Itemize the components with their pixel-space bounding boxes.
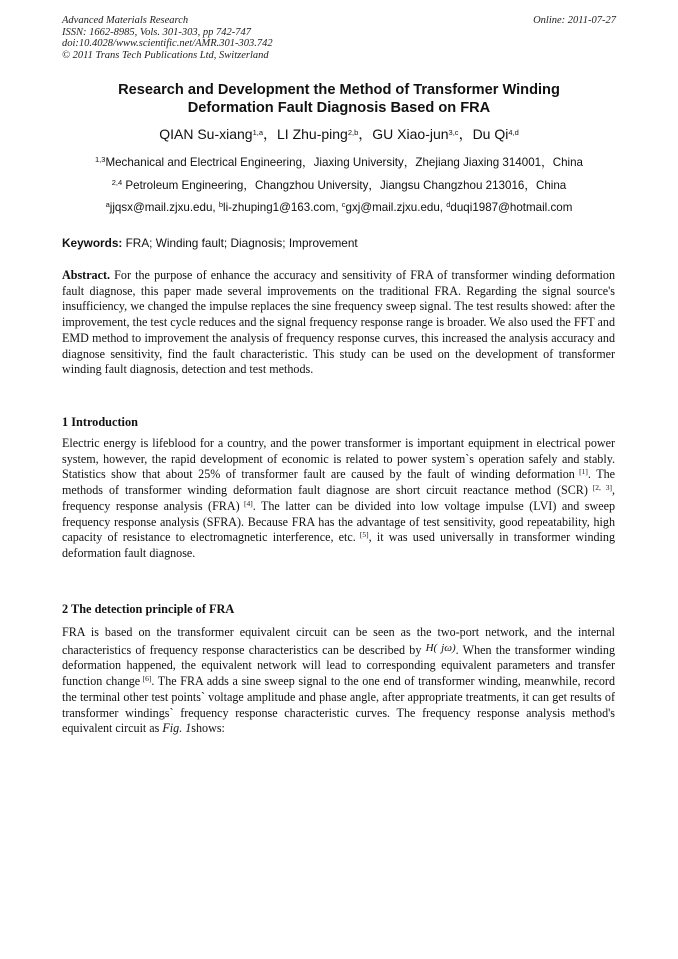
online-date: Online: 2011-07-27	[533, 15, 616, 26]
citation[interactable]: [1]	[574, 467, 588, 477]
affil-marker: 1,3	[95, 155, 106, 164]
citation[interactable]: [2, 3]	[587, 483, 612, 493]
copyright-line: © 2011 Trans Tech Publications Ltd, Switzerland	[62, 49, 269, 61]
transfer-function-math: H( jω)	[425, 641, 456, 654]
keywords-label: Keywords:	[62, 236, 123, 250]
body-text: shows:	[191, 721, 225, 736]
author-name: QIAN Su-xiang	[159, 126, 253, 142]
abstract-text: For the purpose of enhance the accuracy and sensitivity of FRA of transformer winding deformation fault diagnose, this paper made several improvements on the traditional FRA. Regarding the signal source's insufficiency, we changed the impulse replaces the sine frequency sweep signal. The test results showed: after the improvement, the test cycle reduces and the signal frequency response range is broader. We also used the FFT and EMD method to improvement the analysis of frequency response curves, this increased the analysis accuracy and diagnose sensitivity, find the fault characteristic. This study can be used on the development of transformer winding fault diagnosis, detection and test methods.	[62, 268, 615, 377]
author-affil-marker: 3,c	[448, 128, 459, 137]
affiliation-text: Mechanical and Electrical Engineering，Jiaxing University，Zhejiang Jiaxing 314001，China	[105, 156, 583, 169]
author-separator: ，	[263, 126, 278, 142]
body-text: . The latter can be divided into low voltage impulse (LVI) and sweep frequency response analysis (SFRA). Because FRA has the advantage of test sensitivity, good repeatability, high capacity of resistance to electromagnetic interference, etc.	[62, 498, 615, 545]
author-emails	[62, 201, 616, 215]
citation[interactable]: [6]	[140, 674, 152, 684]
email-marker: b	[218, 200, 224, 209]
paper-title	[62, 82, 616, 117]
abstract	[62, 268, 615, 378]
author-affil-marker: 2,b	[347, 128, 359, 137]
body-text: . The FRA adds a sine sweep signal to the one end of transformer winding, meanwhile, record the terminal other test points` voltage amplitude and phase angle, after appropriate treatments, it can get results of transformer windings` frequency response characteristic curves. The frequency response analysis method's equivalent circuit as	[62, 674, 615, 736]
journal-header	[62, 15, 616, 61]
email-link[interactable]: li-zhuping1@163.com,	[223, 201, 342, 214]
title-line-1: Research and Development the Method of Transformer Winding	[118, 82, 560, 98]
fra-paragraph	[62, 625, 615, 737]
citation[interactable]: [4]	[239, 498, 253, 508]
author-name: Du Qi	[472, 126, 509, 142]
author-list	[62, 125, 616, 143]
journal-name: Advanced Materials Research	[62, 15, 189, 26]
introduction-paragraph	[62, 436, 615, 562]
keywords-text: FRA; Winding fault; Diagnosis; Improvement	[122, 236, 358, 250]
author-affil-marker: 1,a	[252, 128, 264, 137]
body-text: Electric energy is lifeblood for a country, and the power transformer is important equipment in electrical power system, however, the rapid development of economic is related to power system`s operation safely and stably. Statistics show that about 25% of transformer fault are caused by the fault of winding deformation	[62, 436, 615, 482]
author-separator: ，	[358, 126, 373, 142]
body-text: . The methods of transformer winding deformation fault diagnose are short circuit reactance method (SCR)	[62, 467, 615, 498]
figure-reference[interactable]: Fig. 1	[162, 721, 192, 736]
email-marker: d	[446, 200, 451, 209]
email-marker: a	[105, 200, 110, 209]
body-text: , it was used universally in transformer winding deformation fault diagnose.	[62, 530, 615, 560]
author-affil-marker: 4,d	[508, 128, 519, 137]
email-link[interactable]: duqi1987@hotmail.com	[450, 201, 573, 214]
affil-marker: 2,4	[111, 178, 123, 187]
doi-line[interactable]: doi:10.4028/www.scientific.net/AMR.301-303.742	[62, 38, 273, 49]
section-heading-fra-principle: 2 The detection principle of FRA	[62, 602, 235, 616]
email-link[interactable]: jjqsx@mail.zjxu.edu,	[109, 201, 219, 214]
affiliation-text: Petroleum Engineering，Changzhou University，Jiangsu Changzhou 213016，China	[122, 179, 567, 192]
author-separator: ，	[458, 126, 473, 142]
issn-line: ISSN: 1662-8985, Vols. 301-303, pp 742-747	[62, 26, 251, 38]
abstract-label: Abstract.	[62, 268, 111, 282]
email-marker: c	[341, 200, 346, 209]
title-line-2: Deformation Fault Diagnosis Based on FRA	[187, 99, 491, 116]
body-text: , frequency response analysis (FRA)	[62, 483, 615, 513]
email-link[interactable]: gxj@mail.zjxu.edu,	[345, 201, 447, 214]
body-text: . When the transformer winding deformation happened, the equivalent network will lead to corresponding equivalent parameters and transfer function change	[62, 642, 616, 689]
body-text: FRA is based on the transformer equivalent circuit can be seen as the two-port network, and the internal characteristics of frequency response characteristics can be described by	[62, 625, 615, 657]
citation[interactable]: [5]	[355, 530, 369, 540]
section-heading-introduction: 1 Introduction	[62, 415, 138, 429]
author-name: LI Zhu-ping	[277, 126, 348, 142]
keywords	[62, 236, 616, 250]
affiliation-2	[62, 179, 616, 193]
affiliation-1	[62, 156, 616, 170]
author-name: GU Xiao-jun	[372, 126, 449, 142]
